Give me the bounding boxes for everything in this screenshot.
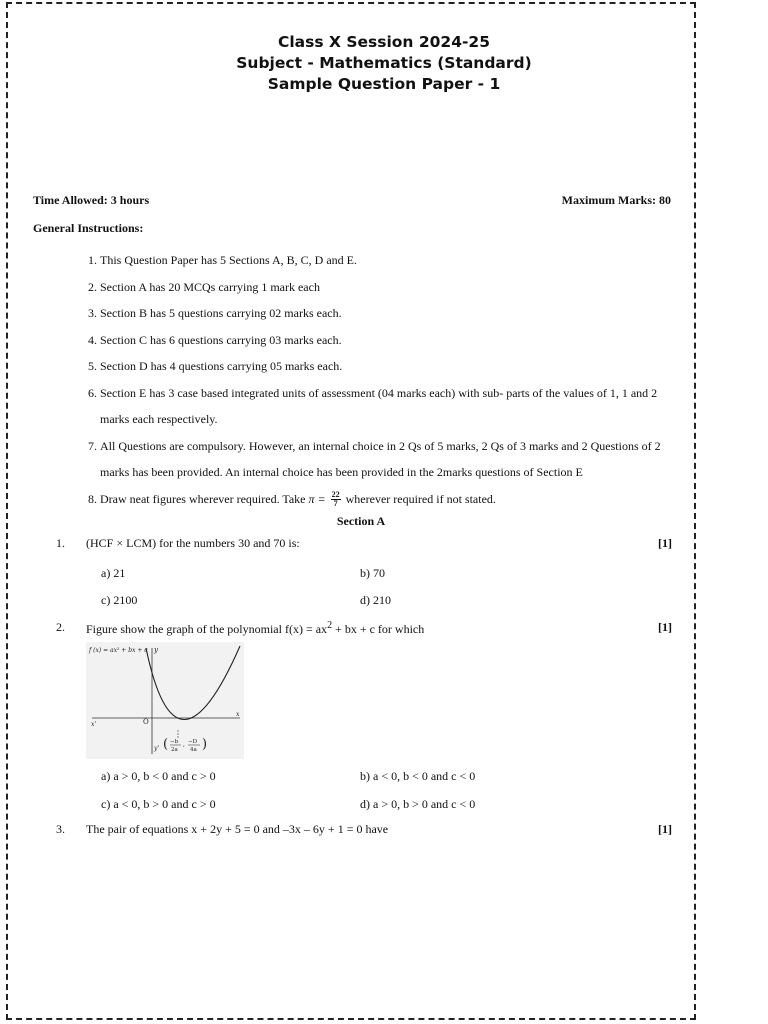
- instruction-item: 4. Section C has 6 questions carrying 03 marks each.: [88, 332, 342, 347]
- x-label: x: [236, 711, 240, 718]
- question-text: Figure show the graph of the polynomial $f(x) = ax^2$ + bx + c for which: [86, 620, 425, 636]
- meta-row: [33, 193, 671, 208]
- instructions-list: [88, 247, 678, 512]
- instruction-text: Draw neat figures wherever required. Take: [100, 491, 306, 506]
- function-label: f (x) = ax² + bx + c: [89, 647, 148, 654]
- question-text: The pair of equations x + 2y + 5 = 0 and –3x – 6y + 1 = 0 have: [86, 822, 389, 836]
- question-marks: [1]: [658, 620, 672, 634]
- vertex-paren-right: ): [202, 737, 208, 752]
- y-label: y: [154, 646, 158, 654]
- question-text: (HCF × LCM) for the numbers 30 and 70 is:: [86, 536, 300, 550]
- parabola-graph: [86, 642, 244, 759]
- vertex-y-num: −D: [188, 739, 198, 745]
- header-paper-title: Sample Question Paper - 1: [267, 75, 501, 93]
- header-subject: Subject - Mathematics (Standard): [236, 54, 532, 72]
- instruction-item: 2. Section A has 20 MCQs carrying 1 mark each: [88, 279, 320, 294]
- paper-header: [0, 32, 768, 95]
- instruction-text: wherever required if not stated.: [345, 491, 496, 506]
- instruction-item: 3. Section B has 5 questions carrying 02 marks each.: [88, 306, 342, 320]
- pi-symbol: π =: [308, 491, 326, 506]
- section-a-title: Section A: [336, 514, 386, 528]
- general-instructions-label: General Instructions:: [33, 221, 144, 235]
- instruction-item: 7. All Questions are compulsory. However, an internal choice in 2 Qs of 5 marks, 2 Qs of 3 marks and 2 Questions of 2 marks has been provided. An internal choice has been provided in the 2marks questions of Section E: [88, 438, 661, 479]
- vertex-comma: ,: [183, 741, 185, 748]
- option-c: c) a < 0, b > 0 and c > 0: [101, 797, 216, 811]
- option-b: b) 70: [360, 566, 385, 580]
- vertex-x-num: −b: [170, 739, 179, 745]
- y-neg-label: y': [154, 745, 160, 752]
- instruction-item: 1. This Question Paper has 5 Sections A, B, C, D and E.: [88, 253, 357, 267]
- option-a: a) a > 0, b < 0 and c > 0: [101, 769, 216, 783]
- header-class-session: Class X Session 2024-25: [277, 33, 490, 51]
- question-marks: [1]: [658, 822, 672, 836]
- maximum-marks: Maximum Marks: 80: [561, 193, 671, 207]
- question-marks: [1]: [658, 536, 672, 550]
- x-neg-label: x': [91, 721, 97, 728]
- instruction-item: 8. Draw neat figures wherever required. Take π = $\frac{22}{7}$ wherever required if not stated.: [88, 490, 496, 509]
- question-number: 1.: [56, 536, 65, 550]
- vertex-paren-left: (: [163, 737, 169, 752]
- time-allowed: Time Allowed: 3 hours: [33, 193, 150, 207]
- option-d: d) a > 0, b > 0 and c < 0: [360, 797, 476, 811]
- pi-fraction: $\frac{22}{7}$: [331, 490, 340, 509]
- question-number: 3.: [56, 822, 65, 836]
- origin-label: O: [143, 718, 149, 726]
- option-b: b) a < 0, b < 0 and c < 0: [360, 769, 476, 783]
- option-d: d) 210: [360, 593, 391, 607]
- option-a: a) 21: [101, 566, 126, 580]
- question-number: 2.: [56, 620, 65, 634]
- instruction-item: 6. Section E has 3 case based integrated units of assessment (04 marks each) with sub- parts of the values of 1, 1 and 2 marks each respectively.: [88, 385, 658, 426]
- vertex-y-den: 4a: [190, 747, 197, 753]
- option-c: c) 2100: [101, 593, 138, 607]
- instruction-item: 5. Section D has 4 questions carrying 05 marks each.: [88, 359, 343, 373]
- vertex-x-den: 2a: [171, 747, 178, 753]
